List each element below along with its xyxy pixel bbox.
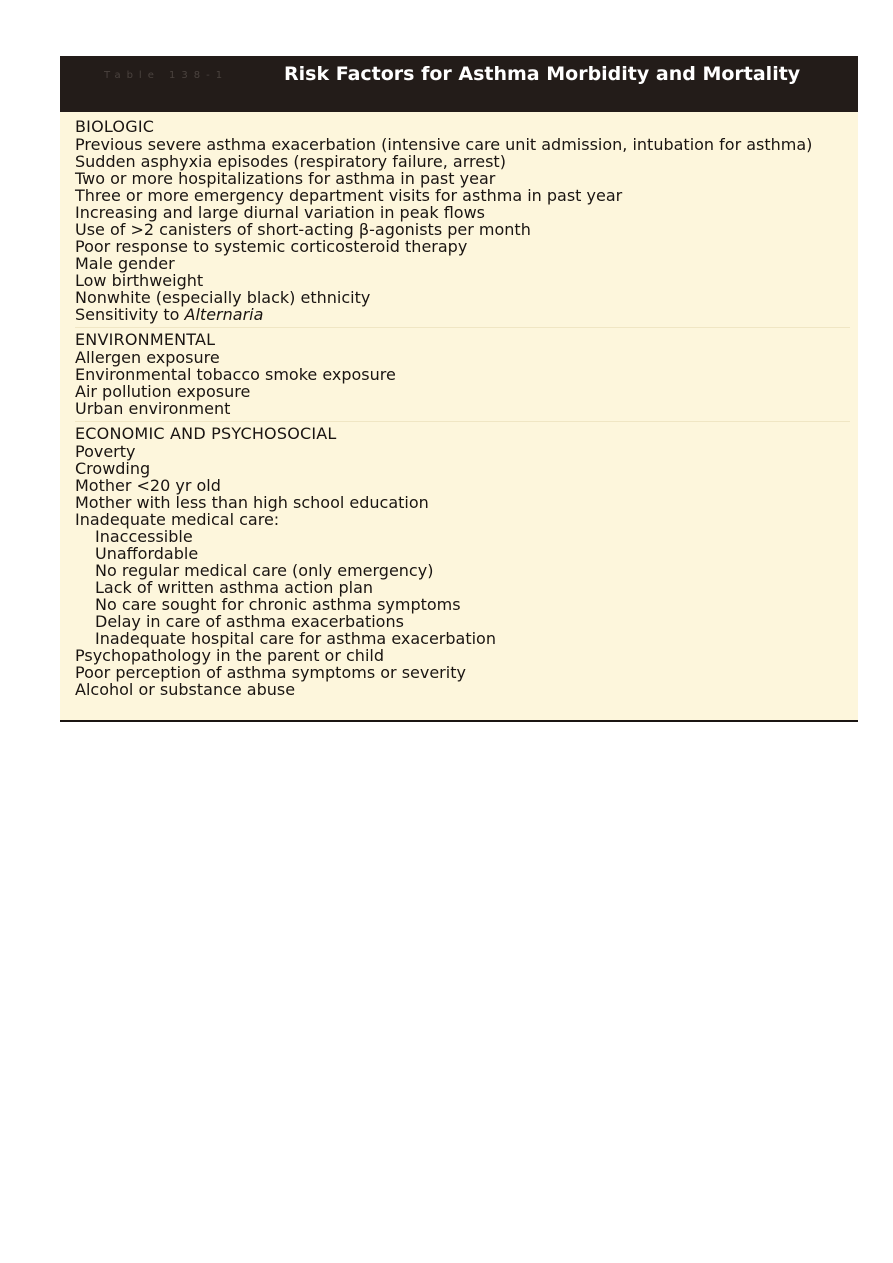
list-item: Poor perception of asthma symptoms or severity (75, 663, 466, 682)
list-item: Nonwhite (especially black) ethnicity (75, 288, 371, 307)
list-item-alternaria (75, 306, 850, 323)
list-item: Psychopathology in the parent or child (75, 646, 384, 665)
section-heading: ENVIRONMENTAL (75, 330, 216, 349)
list-item-italic: Alternaria (184, 305, 264, 324)
list-item: Urban environment (75, 399, 231, 418)
list-item: Allergen exposure (75, 348, 220, 367)
section-economic-psychosocial (75, 421, 850, 702)
table-number-label: Table 138-1 (104, 70, 229, 81)
sub-list-item: Unaffordable (95, 544, 199, 563)
section-biologic (75, 118, 850, 327)
sub-list-item: Inadequate hospital care for asthma exacerbation (95, 629, 496, 648)
table-body (75, 118, 850, 702)
list-item: Low birthweight (75, 271, 204, 290)
list-item: Poverty (75, 442, 136, 461)
list-item: Increasing and large diurnal variation in peak flows (75, 203, 485, 222)
list-item: Sudden asphyxia episodes (respiratory failure, arrest) (75, 152, 506, 171)
list-item: Air pollution exposure (75, 382, 251, 401)
sub-list-item: No care sought for chronic asthma symptoms (95, 595, 461, 614)
list-item: Use of >2 canisters of short-acting β-agonists per month (75, 220, 531, 239)
list-item: Environmental tobacco smoke exposure (75, 365, 396, 384)
sub-list-item: Inaccessible (95, 527, 193, 546)
list-item: Mother <20 yr old (75, 476, 221, 495)
sub-list-item: Delay in care of asthma exacerbations (95, 612, 404, 631)
section-heading: ECONOMIC AND PSYCHOSOCIAL (75, 424, 337, 443)
list-item: Previous severe asthma exacerbation (intensive care unit admission, intubation for asthma) (75, 135, 813, 154)
risk-factors-table (60, 56, 858, 722)
list-item: Male gender (75, 254, 175, 273)
list-item: Three or more emergency department visits for asthma in past year (75, 186, 623, 205)
list-item: Alcohol or substance abuse (75, 680, 296, 699)
section-environmental (75, 327, 850, 421)
list-item: Inadequate medical care: (75, 510, 280, 529)
list-item: Poor response to systemic corticosteroid therapy (75, 237, 468, 256)
sub-list-item: Lack of written asthma action plan (95, 578, 374, 597)
list-item: Mother with less than high school education (75, 493, 429, 512)
section-heading: BIOLOGIC (75, 117, 155, 136)
list-item: Two or more hospitalizations for asthma in past year (75, 169, 496, 188)
sub-list-item: No regular medical care (only emergency) (95, 561, 434, 580)
list-item-prefix: Sensitivity to (75, 305, 185, 324)
table-title: Risk Factors for Asthma Morbidity and Mortality (284, 63, 801, 85)
list-item: Crowding (75, 459, 151, 478)
table-title-bar (60, 56, 858, 112)
